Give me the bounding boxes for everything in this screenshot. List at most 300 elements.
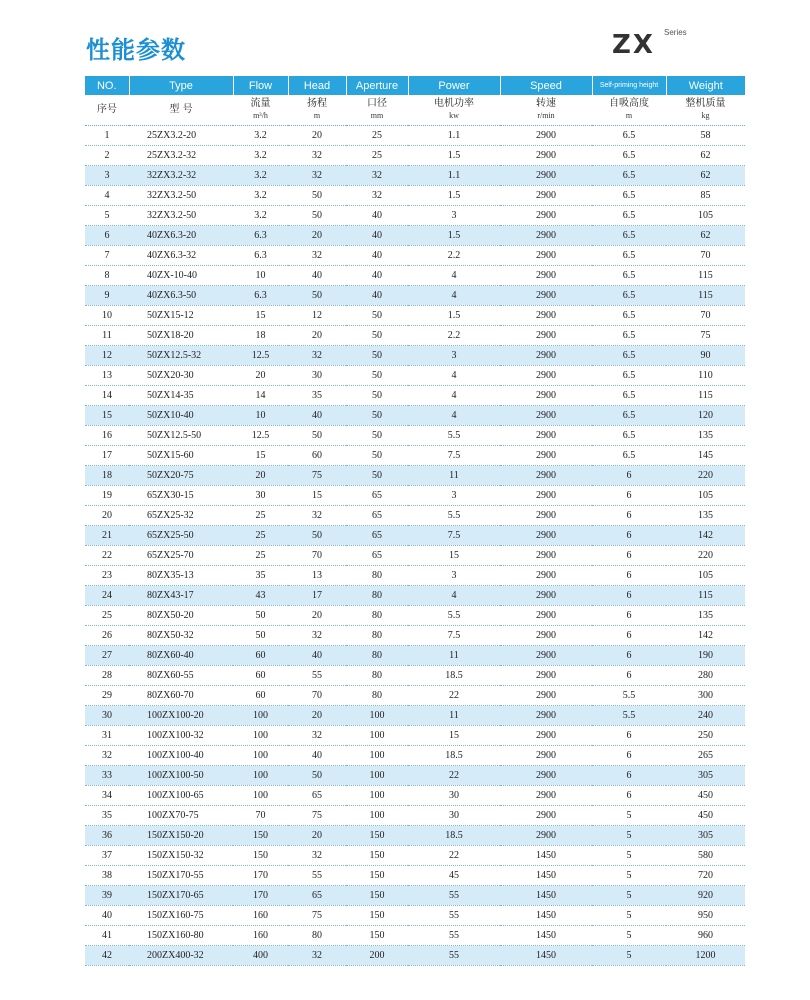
cell-no: 16 [85, 426, 129, 446]
table-row [85, 946, 745, 966]
cell-type: 32ZX3.2-50 [129, 206, 233, 226]
cell-weight: 1200 [666, 946, 745, 966]
cell-speed: 1450 [500, 926, 592, 946]
cell-self-priming-height: 5.5 [592, 706, 666, 726]
cell-type: 50ZX10-40 [129, 406, 233, 426]
header-no: NO. [85, 76, 129, 95]
cell-speed: 2900 [500, 626, 592, 646]
cell-weight: 135 [666, 506, 745, 526]
cell-type: 100ZX100-20 [129, 706, 233, 726]
cell-weight: 920 [666, 886, 745, 906]
table-row [85, 366, 745, 386]
cell-flow: 160 [233, 926, 288, 946]
cell-self-priming-height: 5 [592, 826, 666, 846]
cell-speed: 2900 [500, 826, 592, 846]
cell-weight: 105 [666, 566, 745, 586]
cell-self-priming-height: 6 [592, 586, 666, 606]
cell-flow: 25 [233, 546, 288, 566]
cell-head: 20 [288, 126, 346, 146]
table-row [85, 646, 745, 666]
cell-speed: 2900 [500, 766, 592, 786]
cell-power: 2.2 [408, 326, 500, 346]
cell-no: 3 [85, 166, 129, 186]
table-row [85, 266, 745, 286]
cell-aperture: 50 [346, 346, 408, 366]
header-cn-type [129, 95, 233, 126]
cell-aperture: 100 [346, 726, 408, 746]
table-row [85, 486, 745, 506]
cell-power: 18.5 [408, 666, 500, 686]
cell-head: 70 [288, 546, 346, 566]
cell-speed: 2900 [500, 586, 592, 606]
cell-self-priming-height: 6.5 [592, 326, 666, 346]
cell-head: 32 [288, 506, 346, 526]
unit-head: m [313, 111, 321, 120]
table-row [85, 346, 745, 366]
cell-power: 7.5 [408, 626, 500, 646]
cell-weight: 135 [666, 426, 745, 446]
cell-flow: 43 [233, 586, 288, 606]
cell-self-priming-height: 5 [592, 926, 666, 946]
cell-power: 55 [408, 886, 500, 906]
cell-no: 10 [85, 306, 129, 326]
cell-type: 150ZX160-80 [129, 926, 233, 946]
page-title: 性能参数 [86, 36, 186, 64]
cell-aperture: 50 [346, 426, 408, 446]
cell-self-priming-height: 6 [592, 786, 666, 806]
cell-aperture: 100 [346, 766, 408, 786]
cell-type: 150ZX170-65 [129, 886, 233, 906]
cell-self-priming-height: 5.5 [592, 686, 666, 706]
cell-type: 50ZX18-20 [129, 326, 233, 346]
cell-self-priming-height: 6 [592, 766, 666, 786]
cell-type: 80ZX60-70 [129, 686, 233, 706]
cell-self-priming-height: 6.5 [592, 226, 666, 246]
cell-self-priming-height: 6 [592, 546, 666, 566]
table-row [85, 446, 745, 466]
cell-flow: 14 [233, 386, 288, 406]
cell-weight: 58 [666, 126, 745, 146]
cell-flow: 100 [233, 726, 288, 746]
cell-weight: 950 [666, 906, 745, 926]
cell-self-priming-height: 6 [592, 566, 666, 586]
cell-weight: 305 [666, 766, 745, 786]
cell-power: 30 [408, 786, 500, 806]
cell-head: 75 [288, 806, 346, 826]
cell-self-priming-height: 5 [592, 906, 666, 926]
cell-speed: 2900 [500, 306, 592, 326]
table-row [85, 906, 745, 926]
cell-aperture: 80 [346, 566, 408, 586]
cell-flow: 60 [233, 666, 288, 686]
table-row [85, 826, 745, 846]
cell-type: 100ZX100-50 [129, 766, 233, 786]
cell-type: 100ZX100-65 [129, 786, 233, 806]
cell-no: 27 [85, 646, 129, 666]
cell-aperture: 80 [346, 666, 408, 686]
cell-weight: 135 [666, 606, 745, 626]
cell-flow: 10 [233, 266, 288, 286]
cell-aperture: 200 [346, 946, 408, 966]
table-row [85, 666, 745, 686]
header-cn-label: 扬程 [307, 98, 327, 109]
cell-no: 28 [85, 666, 129, 686]
table-row [85, 226, 745, 246]
cell-aperture: 40 [346, 286, 408, 306]
cell-no: 22 [85, 546, 129, 566]
cell-weight: 70 [666, 306, 745, 326]
cell-weight: 115 [666, 266, 745, 286]
cell-speed: 2900 [500, 366, 592, 386]
cell-head: 32 [288, 146, 346, 166]
cell-power: 18.5 [408, 826, 500, 846]
cell-no: 12 [85, 346, 129, 366]
cell-aperture: 150 [346, 826, 408, 846]
cell-weight: 142 [666, 626, 745, 646]
cell-head: 13 [288, 566, 346, 586]
cell-power: 1.1 [408, 166, 500, 186]
cell-type: 65ZX30-15 [129, 486, 233, 506]
cell-speed: 2900 [500, 126, 592, 146]
header-power: Power [408, 76, 500, 95]
header-head: Head [288, 76, 346, 95]
cell-self-priming-height: 6.5 [592, 386, 666, 406]
cell-head: 80 [288, 926, 346, 946]
header-cn-no [85, 95, 129, 126]
cell-self-priming-height: 6 [592, 666, 666, 686]
header-cn-weight [666, 95, 745, 126]
cell-speed: 2900 [500, 666, 592, 686]
cell-head: 50 [288, 766, 346, 786]
cell-type: 150ZX160-75 [129, 906, 233, 926]
cell-aperture: 40 [346, 206, 408, 226]
cell-aperture: 80 [346, 646, 408, 666]
header-cn-label: 自吸高度 [609, 98, 649, 109]
cell-head: 17 [288, 586, 346, 606]
cell-head: 20 [288, 826, 346, 846]
cell-power: 1.1 [408, 126, 500, 146]
cell-weight: 720 [666, 866, 745, 886]
header-row-chinese [85, 95, 745, 126]
cell-weight: 85 [666, 186, 745, 206]
cell-flow: 3.2 [233, 166, 288, 186]
cell-speed: 2900 [500, 346, 592, 366]
cell-self-priming-height: 6.5 [592, 446, 666, 466]
cell-power: 2.2 [408, 246, 500, 266]
cell-type: 50ZX12.5-32 [129, 346, 233, 366]
header-row-english [85, 76, 745, 95]
cell-no: 20 [85, 506, 129, 526]
table-row [85, 466, 745, 486]
cell-weight: 250 [666, 726, 745, 746]
table-row [85, 806, 745, 826]
cell-type: 100ZX100-40 [129, 746, 233, 766]
cell-type: 100ZX100-32 [129, 726, 233, 746]
cell-self-priming-height: 5 [592, 846, 666, 866]
cell-flow: 12.5 [233, 426, 288, 446]
cell-type: 40ZX6.3-50 [129, 286, 233, 306]
cell-aperture: 50 [346, 406, 408, 426]
series-label: Series [664, 28, 687, 37]
cell-flow: 20 [233, 366, 288, 386]
cell-weight: 62 [666, 166, 745, 186]
cell-flow: 3.2 [233, 206, 288, 226]
cell-speed: 2900 [500, 726, 592, 746]
cell-power: 4 [408, 406, 500, 426]
cell-self-priming-height: 6.5 [592, 306, 666, 326]
cell-head: 40 [288, 266, 346, 286]
cell-flow: 170 [233, 866, 288, 886]
cell-no: 21 [85, 526, 129, 546]
header-cn-flow [233, 95, 288, 126]
cell-power: 5.5 [408, 606, 500, 626]
cell-weight: 450 [666, 786, 745, 806]
cell-type: 150ZX170-55 [129, 866, 233, 886]
cell-aperture: 100 [346, 786, 408, 806]
cell-power: 7.5 [408, 526, 500, 546]
cell-type: 200ZX400-32 [129, 946, 233, 966]
cell-power: 3 [408, 206, 500, 226]
cell-power: 30 [408, 806, 500, 826]
cell-no: 31 [85, 726, 129, 746]
cell-speed: 2900 [500, 566, 592, 586]
cell-weight: 960 [666, 926, 745, 946]
cell-speed: 1450 [500, 866, 592, 886]
cell-self-priming-height: 5 [592, 946, 666, 966]
cell-power: 55 [408, 946, 500, 966]
cell-speed: 2900 [500, 426, 592, 446]
cell-no: 30 [85, 706, 129, 726]
performance-table [85, 76, 745, 966]
cell-type: 65ZX25-32 [129, 506, 233, 526]
table-row [85, 146, 745, 166]
cell-type: 80ZX43-17 [129, 586, 233, 606]
cell-aperture: 32 [346, 166, 408, 186]
cell-power: 11 [408, 706, 500, 726]
cell-speed: 2900 [500, 386, 592, 406]
cell-self-priming-height: 6 [592, 506, 666, 526]
cell-flow: 150 [233, 846, 288, 866]
cell-no: 2 [85, 146, 129, 166]
cell-head: 60 [288, 446, 346, 466]
cell-speed: 2900 [500, 246, 592, 266]
cell-head: 40 [288, 646, 346, 666]
cell-weight: 220 [666, 546, 745, 566]
cell-no: 14 [85, 386, 129, 406]
cell-aperture: 40 [346, 246, 408, 266]
header-cn-label: 整机质量 [685, 98, 726, 109]
table-row [85, 506, 745, 526]
table-row [85, 286, 745, 306]
cell-type: 150ZX150-20 [129, 826, 233, 846]
cell-flow: 6.3 [233, 226, 288, 246]
cell-aperture: 40 [346, 226, 408, 246]
cell-weight: 62 [666, 226, 745, 246]
cell-no: 41 [85, 926, 129, 946]
cell-speed: 2900 [500, 706, 592, 726]
cell-self-priming-height: 6 [592, 626, 666, 646]
table-row [85, 426, 745, 446]
cell-no: 15 [85, 406, 129, 426]
cell-weight: 105 [666, 486, 745, 506]
header-cn-label: 流量 [250, 98, 271, 109]
cell-no: 40 [85, 906, 129, 926]
cell-aperture: 100 [346, 746, 408, 766]
cell-power: 3 [408, 346, 500, 366]
cell-no: 1 [85, 126, 129, 146]
cell-type: 50ZX12.5-50 [129, 426, 233, 446]
header-aperture: Aperture [346, 76, 408, 95]
cell-no: 33 [85, 766, 129, 786]
cell-speed: 2900 [500, 806, 592, 826]
header-weight: Weight [666, 76, 745, 95]
cell-aperture: 50 [346, 366, 408, 386]
cell-power: 15 [408, 546, 500, 566]
cell-weight: 142 [666, 526, 745, 546]
cell-speed: 2900 [500, 226, 592, 246]
cell-speed: 2900 [500, 746, 592, 766]
cell-type: 40ZX6.3-32 [129, 246, 233, 266]
cell-no: 32 [85, 746, 129, 766]
cell-power: 4 [408, 386, 500, 406]
header-cn-self-priming [592, 95, 666, 126]
cell-speed: 2900 [500, 606, 592, 626]
cell-aperture: 80 [346, 586, 408, 606]
cell-speed: 1450 [500, 846, 592, 866]
cell-head: 32 [288, 846, 346, 866]
cell-flow: 100 [233, 746, 288, 766]
cell-flow: 3.2 [233, 186, 288, 206]
cell-self-priming-height: 6.5 [592, 366, 666, 386]
cell-type: 50ZX20-75 [129, 466, 233, 486]
cell-flow: 70 [233, 806, 288, 826]
unit-flow: m³/h [253, 111, 268, 120]
cell-type: 40ZX-10-40 [129, 266, 233, 286]
cell-no: 6 [85, 226, 129, 246]
cell-flow: 35 [233, 566, 288, 586]
cell-no: 39 [85, 886, 129, 906]
cell-head: 65 [288, 886, 346, 906]
cell-weight: 190 [666, 646, 745, 666]
cell-no: 19 [85, 486, 129, 506]
cell-self-priming-height: 6 [592, 726, 666, 746]
cell-aperture: 25 [346, 126, 408, 146]
cell-self-priming-height: 6.5 [592, 146, 666, 166]
cell-flow: 400 [233, 946, 288, 966]
cell-speed: 2900 [500, 486, 592, 506]
cell-weight: 115 [666, 386, 745, 406]
cell-head: 75 [288, 906, 346, 926]
table-row [85, 206, 745, 226]
cell-type: 50ZX20-30 [129, 366, 233, 386]
cell-power: 22 [408, 766, 500, 786]
cell-weight: 105 [666, 206, 745, 226]
cell-speed: 2900 [500, 266, 592, 286]
cell-no: 23 [85, 566, 129, 586]
header-cn-label: 电机功率 [434, 98, 474, 109]
cell-self-priming-height: 6 [592, 526, 666, 546]
cell-speed: 2900 [500, 646, 592, 666]
header-cn-speed [500, 95, 592, 126]
cell-flow: 50 [233, 606, 288, 626]
cell-no: 25 [85, 606, 129, 626]
table-row [85, 246, 745, 266]
cell-aperture: 65 [346, 546, 408, 566]
cell-head: 32 [288, 166, 346, 186]
cell-power: 11 [408, 646, 500, 666]
cell-power: 18.5 [408, 746, 500, 766]
cell-speed: 1450 [500, 906, 592, 926]
cell-power: 4 [408, 366, 500, 386]
cell-type: 25ZX3.2-32 [129, 146, 233, 166]
cell-self-priming-height: 6.5 [592, 266, 666, 286]
table-row [85, 326, 745, 346]
cell-head: 50 [288, 206, 346, 226]
cell-self-priming-height: 6.5 [592, 126, 666, 146]
cell-no: 24 [85, 586, 129, 606]
cell-flow: 150 [233, 826, 288, 846]
cell-head: 65 [288, 786, 346, 806]
cell-head: 32 [288, 246, 346, 266]
cell-self-priming-height: 6 [592, 646, 666, 666]
cell-speed: 1450 [500, 946, 592, 966]
cell-aperture: 80 [346, 626, 408, 646]
cell-weight: 115 [666, 286, 745, 306]
table-row [85, 406, 745, 426]
cell-speed: 2900 [500, 326, 592, 346]
cell-type: 65ZX25-50 [129, 526, 233, 546]
cell-aperture: 150 [346, 886, 408, 906]
cell-weight: 280 [666, 666, 745, 686]
table-row [85, 786, 745, 806]
header-cn-label: 型 号 [169, 104, 193, 115]
cell-type: 80ZX50-20 [129, 606, 233, 626]
cell-self-priming-height: 6 [592, 746, 666, 766]
cell-aperture: 32 [346, 186, 408, 206]
cell-power: 55 [408, 926, 500, 946]
cell-aperture: 50 [346, 466, 408, 486]
cell-speed: 2900 [500, 186, 592, 206]
cell-no: 42 [85, 946, 129, 966]
cell-speed: 2900 [500, 146, 592, 166]
cell-no: 38 [85, 866, 129, 886]
cell-flow: 18 [233, 326, 288, 346]
header-cn-label: 序号 [97, 104, 117, 115]
cell-weight: 70 [666, 246, 745, 266]
cell-type: 40ZX6.3-20 [129, 226, 233, 246]
table-row [85, 306, 745, 326]
cell-power: 22 [408, 686, 500, 706]
cell-head: 50 [288, 426, 346, 446]
cell-head: 32 [288, 726, 346, 746]
cell-weight: 115 [666, 586, 745, 606]
cell-no: 35 [85, 806, 129, 826]
cell-head: 50 [288, 526, 346, 546]
cell-type: 100ZX70-75 [129, 806, 233, 826]
cell-aperture: 65 [346, 526, 408, 546]
cell-self-priming-height: 5 [592, 886, 666, 906]
cell-aperture: 40 [346, 266, 408, 286]
table-row [85, 166, 745, 186]
table-row [85, 126, 745, 146]
header-cn-label: 口径 [367, 98, 387, 109]
cell-no: 18 [85, 466, 129, 486]
cell-no: 7 [85, 246, 129, 266]
table-row [85, 866, 745, 886]
cell-flow: 10 [233, 406, 288, 426]
cell-power: 1.5 [408, 186, 500, 206]
cell-head: 32 [288, 626, 346, 646]
